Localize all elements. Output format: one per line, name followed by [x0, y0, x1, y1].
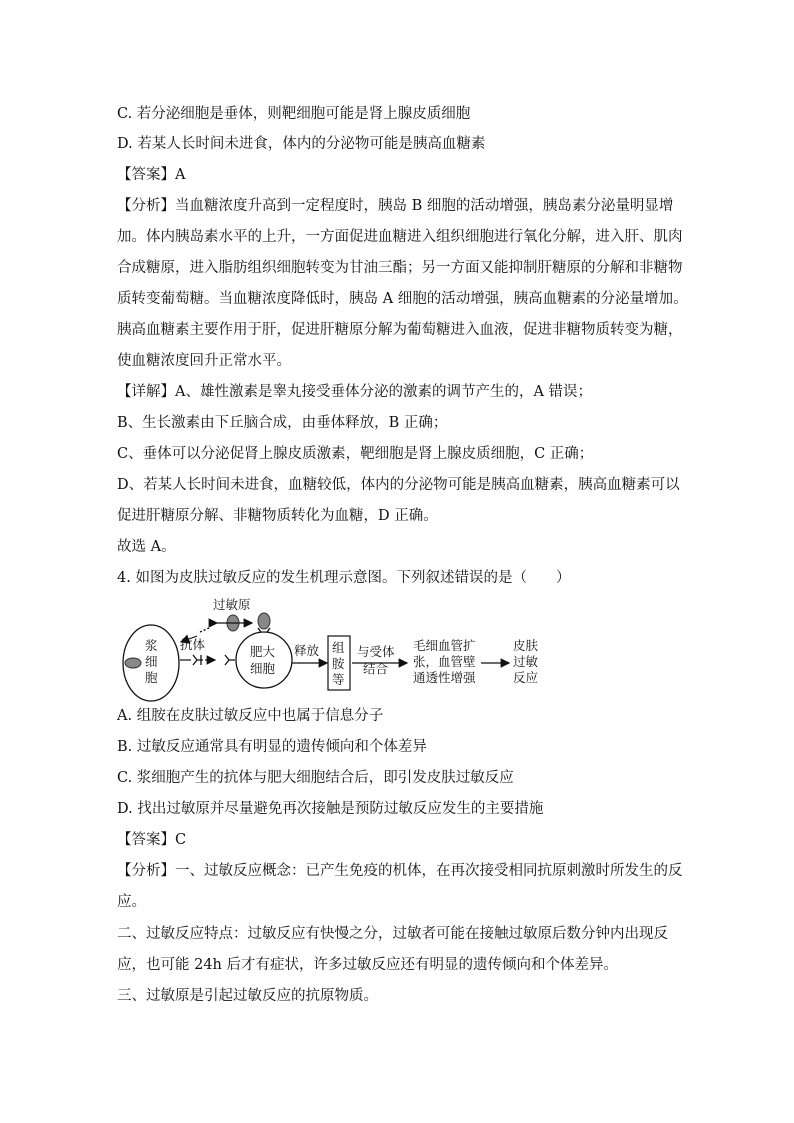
q3-conclusion: 故选 A。	[117, 539, 176, 555]
antibody-icon	[193, 655, 203, 665]
dotted-line	[200, 628, 209, 632]
q4-stem: 4. 如图为皮肤过敏反应的发生机理示意图。下列叙述错误的是（ ）	[117, 570, 571, 586]
q4-analysis-line: 应。	[117, 894, 146, 910]
q4-analysis-line: 二、过敏反应特点：过敏反应有快慢之分，过敏者可能在接触过敏原后数分钟内出现反	[117, 926, 668, 942]
q3-detail-line: 【详解】A、雄性激素是睾丸接受垂体分泌的激素的调节产生的，A 错误；	[117, 384, 593, 400]
plasma-cell-nucleus	[125, 658, 141, 668]
q3-option-c: C. 若分泌细胞是垂体，则靶细胞可能是肾上腺皮质细胞	[117, 106, 471, 122]
mast-cell	[236, 632, 292, 688]
q3-option-d: D. 若某人长时间未进食，体内的分泌物可能是胰高血糖素	[117, 136, 486, 152]
plasma-cell-label: 浆	[145, 638, 158, 653]
q3-detail-line: C、垂体可以分泌促肾上腺皮质激素，靶细胞是肾上腺皮质细胞，C 正确；	[117, 446, 594, 462]
capillary-label: 毛细血管扩	[413, 638, 476, 653]
q4-analysis-line: 【分析】一、过敏反应概念：已产生免疫的机体，在再次接受相同抗原刺激时所发生的反	[117, 863, 683, 879]
antibody-label: 抗体	[180, 637, 206, 652]
allergy-mechanism-diagram	[117, 598, 577, 708]
q3-analysis-line: 加。体内胰岛素水平的上升，一方面促进血糖进入组织细胞进行氧化分解，进入肝、肌肉	[117, 229, 683, 245]
q3-analysis-line: 质转变葡萄糖。当血糖浓度降低时，胰岛 A 细胞的活动增强，胰高血糖素的分泌量增加。	[117, 291, 688, 307]
skin-reaction-label: 过敏	[513, 654, 539, 669]
plasma-cell-label: 细	[145, 654, 158, 669]
capillary-label: 张，血管壁	[413, 654, 476, 669]
antibody-icon-bound	[225, 655, 235, 665]
allergen-label: 过敏原	[213, 598, 251, 612]
histamine-label: 组	[332, 640, 345, 655]
allergen-molecule-bound	[258, 613, 270, 629]
q4-answer: 【答案】C	[117, 832, 187, 848]
receptor-binding-label: 结合	[363, 661, 389, 676]
q3-analysis-line: 【分析】当血糖浓度升高到一定程度时，胰岛 B 细胞的活动增强，胰岛素分泌量明显增	[117, 198, 674, 214]
receptor-binding-label: 与受体	[357, 644, 395, 659]
mast-cell-label: 细胞	[250, 661, 276, 676]
q3-analysis-line: 胰高血糖素主要作用于肝，促进肝糖原分解为葡萄糖进入血液，促进非糖物质转变为糖，	[117, 322, 683, 338]
q3-detail-line: 促进肝糖原分解、非糖物质转化为血糖，D 正确。	[117, 508, 438, 524]
q4-option-a: A. 组胺在皮肤过敏反应中也属于信息分子	[117, 708, 384, 724]
q3-detail-line: B、生长激素由下丘脑合成，由垂体释放，B 正确；	[117, 415, 448, 431]
capillary-label: 通透性增强	[413, 670, 476, 685]
histamine-label: 胺	[332, 656, 345, 671]
q4-option-b: B. 过敏反应通常具有明显的遗传倾向和个体差异	[117, 739, 427, 755]
q3-analysis-line: 使血糖浓度回升正常水平。	[117, 353, 291, 369]
q3-detail-line: D、若某人长时间未进食，血糖较低，体内的分泌物可能是胰高血糖素，胰高血糖素可以	[117, 477, 680, 493]
q4-option-d: D. 找出过敏原并尽量避免再次接触是预防过敏反应发生的主要措施	[117, 801, 544, 817]
release-label: 释放	[294, 643, 320, 658]
skin-reaction-label: 反应	[513, 670, 539, 685]
q4-analysis-line: 应，也可能 24h 后才有症状，许多过敏反应还有明显的遗传倾向和个体差异。	[117, 957, 619, 973]
q4-analysis-line: 三、过敏原是引起过敏反应的抗原物质。	[117, 988, 378, 1004]
plasma-cell-label: 胞	[145, 670, 158, 685]
skin-reaction-label: 皮肤	[513, 638, 539, 653]
histamine-label: 等	[332, 672, 345, 687]
q3-answer: 【答案】A	[117, 167, 186, 183]
q3-analysis-line: 合成糖原，进入脂肪组织细胞转变为甘油三酯；另一方面又能抑制肝糖原的分解和非糖物	[117, 260, 683, 276]
q4-option-c: C. 浆细胞产生的抗体与肥大细胞结合后，即引发皮肤过敏反应	[117, 770, 514, 786]
mast-cell-label: 肥大	[250, 644, 276, 659]
